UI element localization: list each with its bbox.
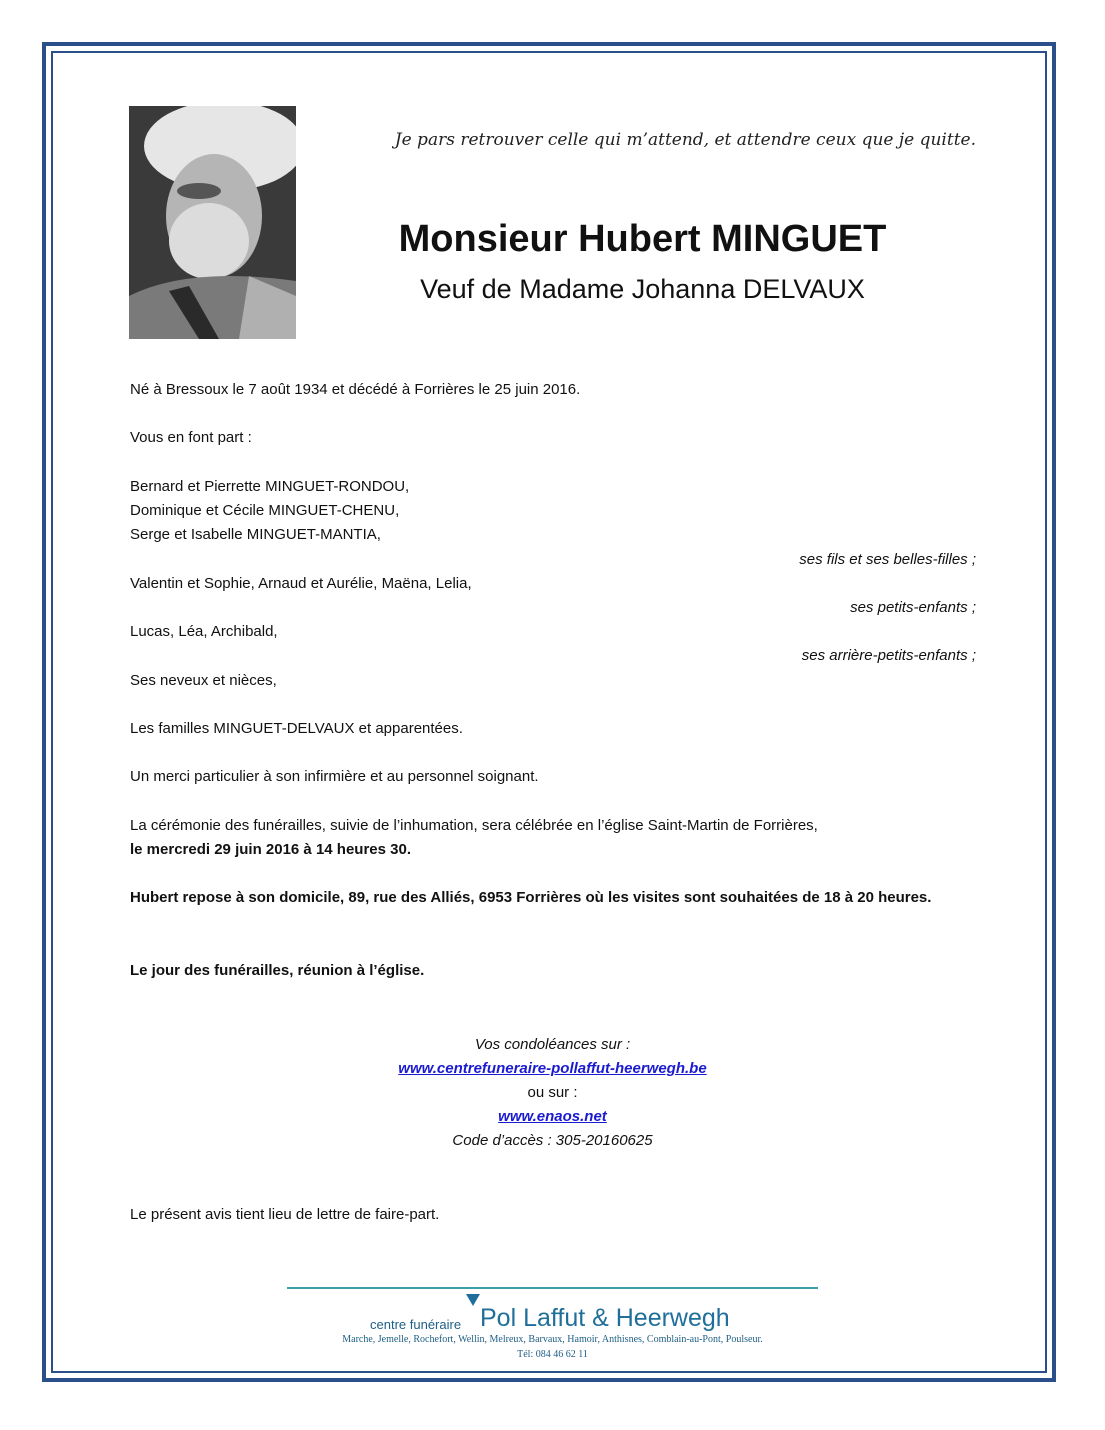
portrait-photo: [129, 106, 296, 339]
condolences-link-funeral-home[interactable]: www.centrefuneraire-pollaffut-heerwegh.be: [398, 1060, 707, 1077]
logo-phone: Tél: 084 46 62 11: [517, 1349, 588, 1360]
spouse-line: Veuf de Madame Johanna DELVAUX: [420, 274, 865, 304]
nephews-line: Ses neveux et nièces,: [130, 672, 277, 689]
closing-line: Le présent avis tient lieu de lettre de faire-part.: [130, 1206, 440, 1223]
thanks-line: Un merci particulier à son infirmière et au personnel soignant.: [130, 768, 539, 785]
announce-line: Vous en font part :: [130, 429, 252, 446]
logo-brand: Pol Laffut & Heerwegh: [480, 1304, 730, 1332]
logo-divider: [287, 1287, 818, 1289]
families-line: Les familles MINGUET-DELVAUX et apparentées.: [130, 720, 463, 737]
children-line: Bernard et Pierrette MINGUET-RONDOU,: [130, 478, 410, 495]
ceremony-line: La cérémonie des funérailles, suivie de l’inhumation, sera célébrée en l’église Saint-Martin de Forrières,: [130, 817, 818, 834]
meeting-info: Le jour des funérailles, réunion à l’église.: [130, 962, 425, 979]
deceased-name: Monsieur Hubert MINGUET: [398, 218, 887, 260]
great-grandchildren-line: Lucas, Léa, Archibald,: [130, 623, 278, 640]
condolences-label: Vos condoléances sur :: [474, 1036, 631, 1053]
great-grandchildren-role: ses arrière-petits-enfants ;: [801, 647, 976, 664]
grandchildren-line: Valentin et Sophie, Arnaud et Aurélie, Maëna, Lelia,: [130, 575, 472, 592]
or-label: ou sur :: [527, 1084, 578, 1101]
children-role: ses fils et ses belles-filles ;: [799, 551, 976, 568]
birth-death-line: Né à Bressoux le 7 août 1934 et décédé à Forrières le 25 juin 2016.: [130, 381, 581, 398]
grandchildren-role: ses petits-enfants ;: [850, 599, 976, 616]
epitaph-quote: Je pars retrouver celle qui m’attend, et attendre ceux que je quitte.: [394, 130, 976, 150]
access-code: Code d’accès : 305-20160625: [452, 1132, 653, 1149]
logo-triangle-icon: [466, 1294, 480, 1306]
ceremony-date: le mercredi 29 juin 2016 à 14 heures 30.: [130, 841, 412, 858]
children-line: Dominique et Cécile MINGUET-CHENU,: [130, 502, 400, 519]
logo-prefix: centre funéraire: [370, 1317, 462, 1332]
logo-towns: Marche, Jemelle, Rochefort, Wellin, Melreux, Barvaux, Hamoir, Anthisnes, Comblain-au-Pont, Poulseur.: [342, 1334, 763, 1345]
visitation-info: Hubert repose à son domicile, 89, rue des Alliés, 6953 Forrières où les visites sont souhaitées de 18 à 20 heures.: [130, 889, 932, 906]
condolences-link-enaos[interactable]: www.enaos.net: [498, 1108, 607, 1125]
children-line: Serge et Isabelle MINGUET-MANTIA,: [130, 526, 381, 543]
